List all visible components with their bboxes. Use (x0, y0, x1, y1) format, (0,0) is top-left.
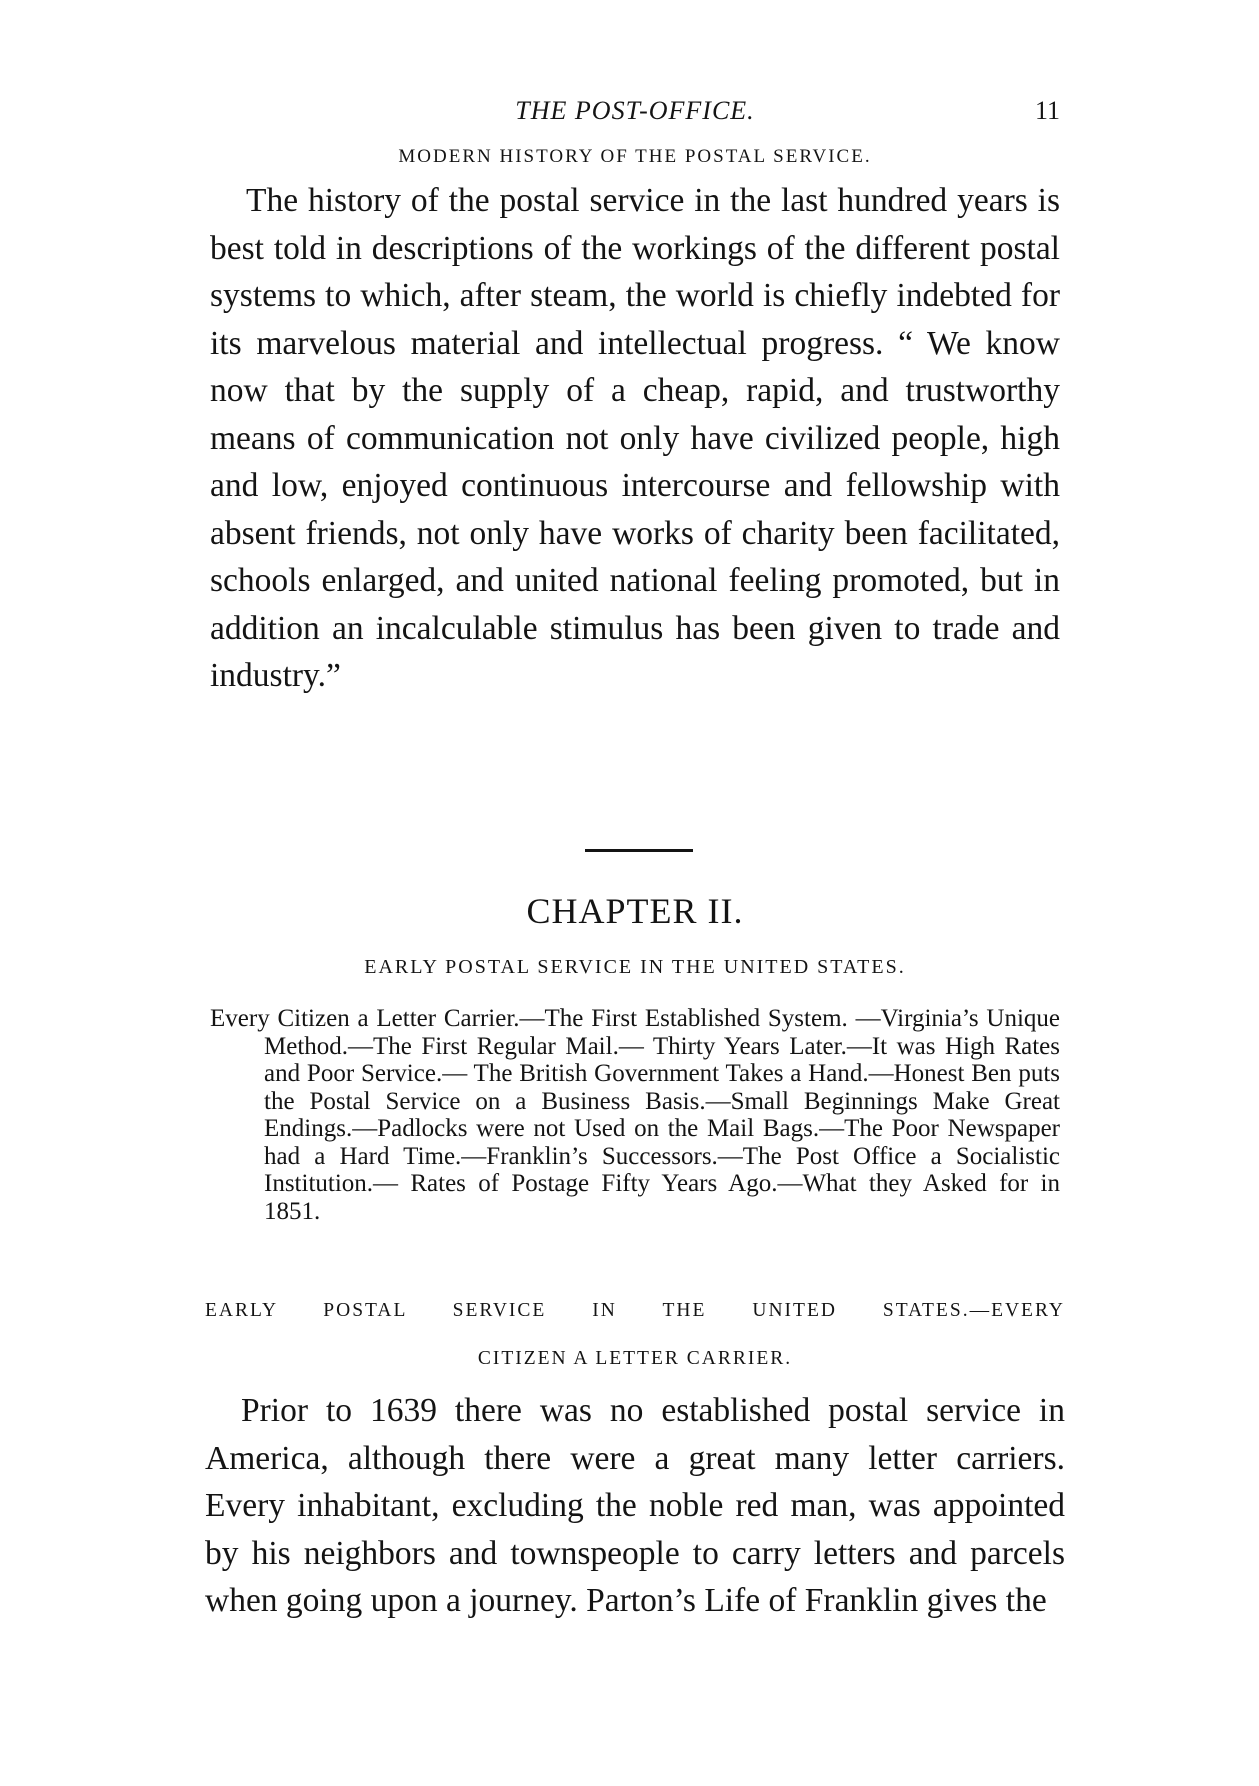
section-divider-rule (585, 849, 693, 852)
section-heading-modern-history: MODERN HISTORY OF THE POSTAL SERVICE. (398, 146, 872, 167)
paragraph-modern-history: The history of the postal service in the last hundred years is best told in descriptions of the workings of the different postal systems to which, after steam, the world is chiefly indebted for its marvelous material and intellectual progress. “ We know now that by the supply of a cheap, rapid, and trustworthy means of communication not only have civilized people, high and low, enjoyed continuous intercourse and fellowship with absent friends, not only have works of charity been facilitated, schools enlarged, and united national feeling promoted, but in addition an incalculable stimulus has been given to trade and industry.” (210, 182, 1060, 694)
paragraph-early-postal: Prior to 1639 there was no established postal service in America, although there were a great many letter carriers. Every inhabitant, excluding the noble red man, was appointed by his neighbors and townspeople to carry letters and parcels when going upon a journey. Parton’s Life of Franklin gives the (205, 1392, 1065, 1619)
running-title: THE POST-OFFICE. (515, 96, 755, 125)
page-number: 11 (1034, 96, 1060, 125)
running-head (210, 96, 1060, 136)
chapter-synopsis: Every Citizen a Letter Carrier.—The First Established System. —Virginia’s Unique Method.—The First Regular Mail.— Thirty Years Later.—It was High Rates and Poor Service.— The British Government Takes a Hand.—Honest Ben puts the Postal Service on a Business Basis.—Small Beginnings Make Great Endings.—Padlocks were not Used on the Mail Bags.—The Poor Newspaper had a Hard Time.—Franklin’s Successors.—The Post Office a Socialistic Institution.— Rates of Postage Fifty Years Ago.—What they Asked for in 1851. (210, 1005, 1060, 1225)
section-heading-early-postal-line2: CITIZEN A LETTER CARRIER. (477, 1348, 793, 1369)
chapter-subtitle: EARLY POSTAL SERVICE IN THE UNITED STATES. (364, 956, 906, 978)
chapter-title: CHAPTER II. (526, 891, 744, 931)
section-heading-early-postal-line1: EARLY POSTAL SERVICE IN THE UNITED STATES.—EVERY (205, 1300, 1065, 1321)
